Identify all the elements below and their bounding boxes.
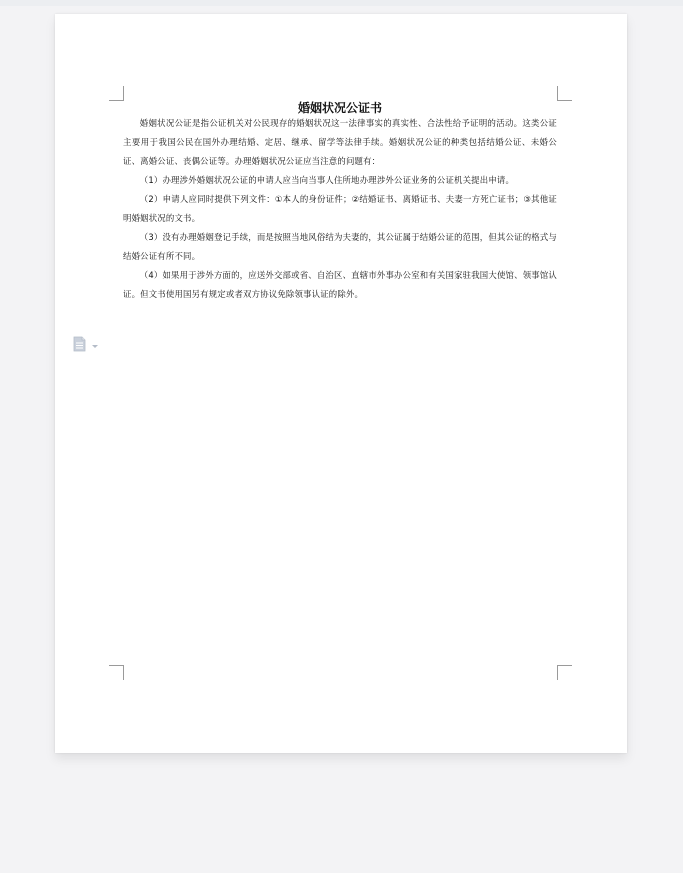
paragraph-item-1: （1）办理涉外婚姻状况公证的申请人应当向当事人住所地办理涉外公证业务的公证机关提出申请。 — [139, 175, 515, 185]
margin-corner-bottom-right — [557, 665, 572, 680]
paragraph-intro: 婚姻状况公证是指公证机关对公民现存的婚姻状况这一法律事实的真实性、合法性给予证明的活动。这类公证主要用于我国公民在国外办理结婚、定居、继承、留学等法律手续。婚姻状况公证的种类包括结婚公证、未婚公证、离婚公证、丧偶公证等。办理婚姻状况公证应当注意的问题有： — [123, 118, 557, 166]
margin-corner-top-right — [557, 86, 572, 101]
document-title: 婚姻状况公证书 — [297, 101, 382, 115]
margin-corner-top-left — [109, 86, 124, 101]
document-body[interactable] — [123, 100, 557, 304]
paragraph-item-3: （3）没有办理婚姻登记手续，而是按照当地风俗结为夫妻的，其公证属于结婚公证的范围，但其公证的格式与结婚公证有所不同。 — [123, 232, 557, 261]
paragraph-item-4: （4）如果用于涉外方面的，应送外交部或省、自治区、直辖市外事办公室和有关国家驻我国大使馆、领事馆认证。但文书使用国另有规定或者双方协议免除领事认证的除外。 — [123, 270, 557, 299]
document-options-icon[interactable] — [73, 336, 101, 352]
paragraph-item-2: （2）申请人应同时提供下列文件：①本人的身份证件；②结婚证书、离婚证书、夫妻一方死亡证书；③其他证明婚姻状况的文书。 — [123, 194, 557, 223]
margin-corner-bottom-left — [109, 665, 124, 680]
top-toolbar-edge — [0, 0, 683, 6]
document-page[interactable] — [55, 14, 627, 753]
